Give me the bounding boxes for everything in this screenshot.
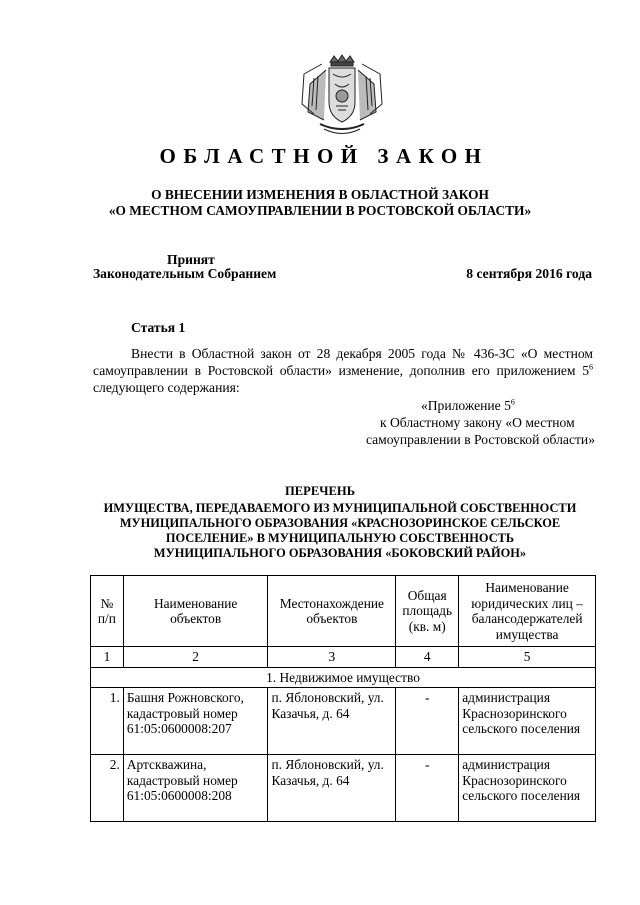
table-row <box>91 688 596 755</box>
row-name: Артскважина, кадастровый номер 61:05:0600008:208 <box>123 755 268 822</box>
appendix-superscript: 6 <box>510 397 515 407</box>
row-name: Башня Рожновского, кадастровый номер 61:05:0600008:207 <box>123 688 268 755</box>
appendix-line: самоуправлении в Ростовской области» <box>365 432 595 447</box>
table-header-row <box>91 576 596 647</box>
law-subtitle <box>0 187 640 219</box>
row-number: 2. <box>91 755 124 822</box>
list-subheading-line: МУНИЦИПАЛЬНОГО ОБРАЗОВАНИЯ «КРАСНОЗОРИНСКОЕ СЕЛЬСКОЕ <box>119 516 561 530</box>
article-text-superscript: 6 <box>589 362 593 372</box>
subtitle-line: О ВНЕСЕНИИ ИЗМЕНЕНИЯ В ОБЛАСТНОЙ ЗАКОН <box>151 187 489 202</box>
appendix-reference <box>366 397 595 448</box>
list-subheading-line: МУНИЦИПАЛЬНОГО ОБРАЗОВАНИЯ «БОКОВСКИЙ РАЙОН» <box>153 546 527 560</box>
header-cell-holder: Наименование юридических лиц – балансодержателей имущества <box>459 576 596 647</box>
row-holder: администрация Краснозоринского сельского поселения <box>459 755 596 822</box>
article-text-part: Внести в Областной закон от 28 декабря 2005 года № 436-ЗС «О местном самоуправлении в Ростовской области» изменение, дополнив его приложением 5 <box>93 346 593 378</box>
table-row <box>91 755 596 822</box>
appendix-line: к Областному закону «О местном <box>379 415 575 430</box>
adopted-date: 8 сентября 2016 года <box>466 266 592 281</box>
article-title: Статья 1 <box>131 320 186 335</box>
property-table <box>90 575 596 822</box>
appendix-title <box>366 397 595 414</box>
header-cell-number: № п/п <box>91 576 124 647</box>
article-text-part: следующего содержания: <box>93 380 240 395</box>
list-heading: ПЕРЕЧЕНЬ <box>284 484 356 498</box>
appendix-title-text: «Приложение 5 <box>420 398 511 413</box>
section-title: 1. Недвижимое имущество <box>91 667 596 688</box>
row-holder: администрация Краснозоринского сельского поселения <box>459 688 596 755</box>
section-row <box>91 667 596 688</box>
header-cell-area: Общая площадь (кв. м) <box>396 576 459 647</box>
column-number: 2 <box>123 647 268 668</box>
rostov-oblast-coat-of-arms-icon <box>300 54 384 138</box>
adopted-label: Принят <box>167 252 215 267</box>
subtitle-line: «О МЕСТНОМ САМОУПРАВЛЕНИИ В РОСТОВСКОЙ ОБЛАСТИ» <box>108 203 532 218</box>
column-number-row <box>91 647 596 668</box>
column-number: 1 <box>91 647 124 668</box>
list-subheading <box>90 501 590 561</box>
list-subheading-line: ИМУЩЕСТВА, ПЕРЕДАВАЕМОГО ИЗ МУНИЦИПАЛЬНОЙ СОБСТВЕННОСТИ <box>103 501 577 515</box>
law-title: ОБЛАСТНОЙ ЗАКОН <box>159 144 489 168</box>
article-text <box>93 345 593 396</box>
column-number: 4 <box>396 647 459 668</box>
header-cell-name: Наименование объектов <box>123 576 268 647</box>
column-number: 3 <box>268 647 396 668</box>
row-area: - <box>396 755 459 822</box>
header-cell-location: Местонахождение объектов <box>268 576 396 647</box>
row-area: - <box>396 688 459 755</box>
row-location: п. Яблоновский, ул. Казачья, д. 64 <box>268 755 396 822</box>
column-number: 5 <box>459 647 596 668</box>
row-number: 1. <box>91 688 124 755</box>
row-location: п. Яблоновский, ул. Казачья, д. 64 <box>268 688 396 755</box>
adopted-by: Законодательным Собранием <box>93 266 277 281</box>
list-subheading-line: ПОСЕЛЕНИЕ» В МУНИЦИПАЛЬНУЮ СОБСТВЕННОСТЬ <box>165 531 515 545</box>
